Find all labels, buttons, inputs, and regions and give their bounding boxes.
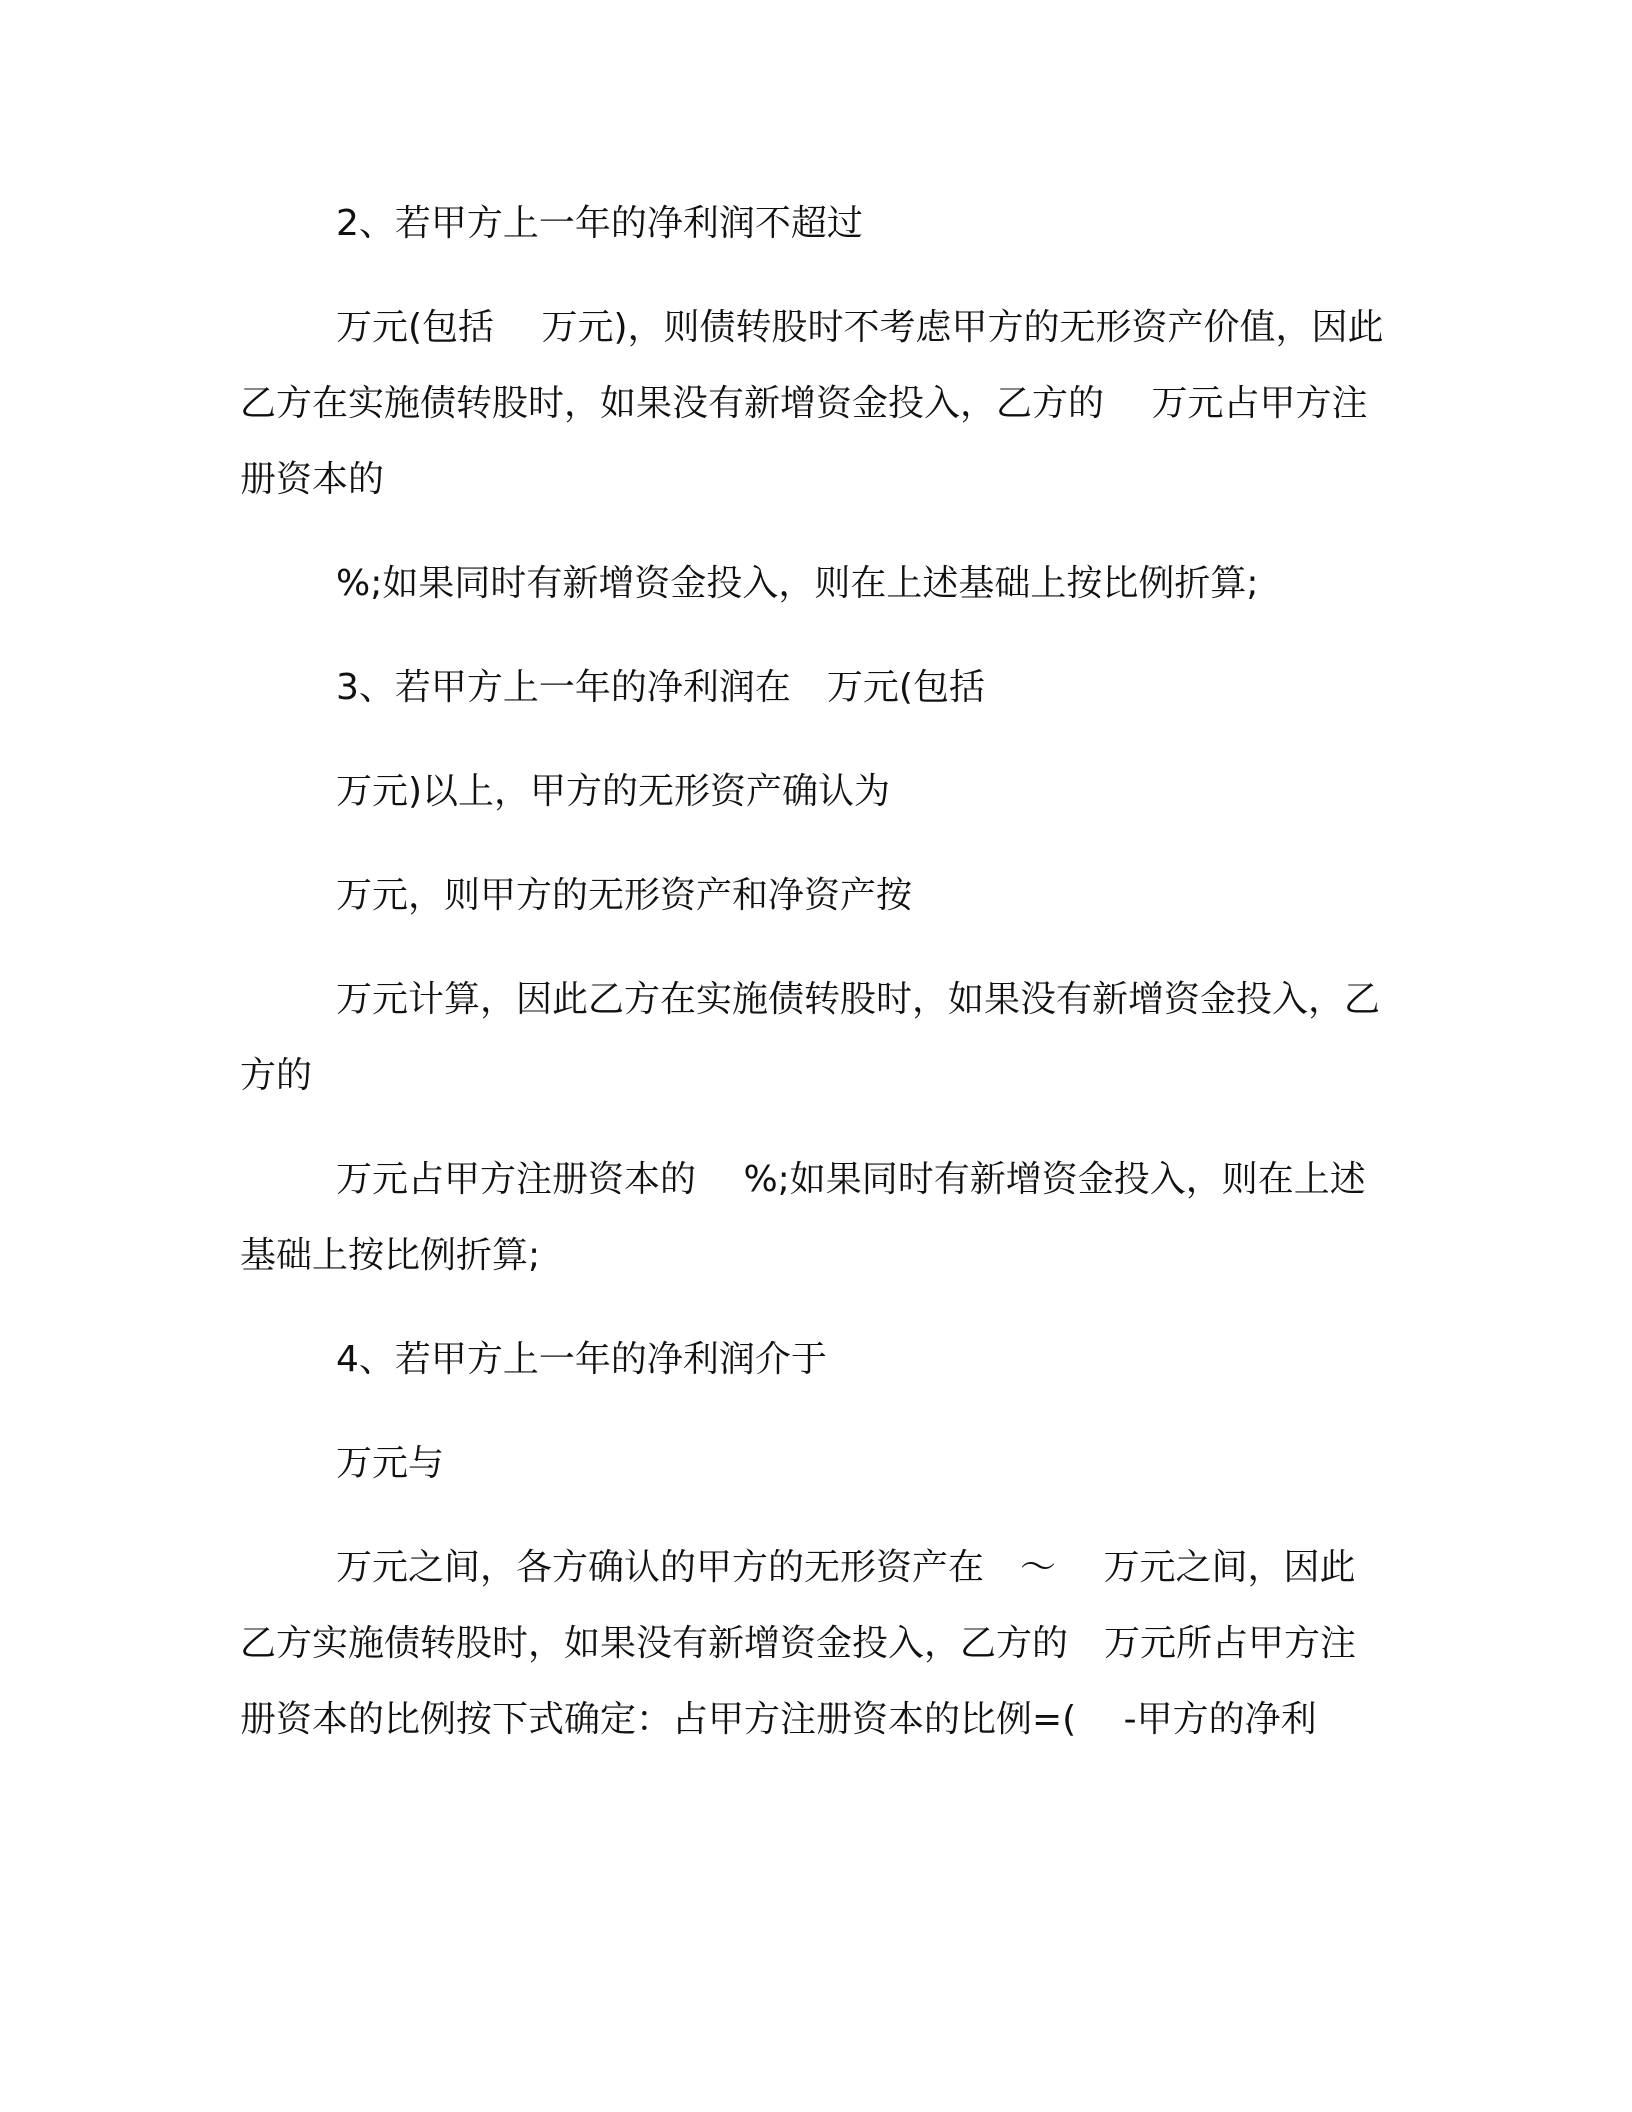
paragraph-clause-4-body: 万元之间，各方确认的甲方的无形资产在 ～ 万元之间，因此乙方实施债转股时，如果没有新增资金投入，乙方的 万元所占甲方注册资本的比例按下式确定：占甲方注册资本的比例=( -甲方的净利 bbox=[240, 1547, 1357, 1740]
paragraph-clause-2-heading: 2、若甲方上一年的净利润不超过 bbox=[336, 203, 863, 244]
paragraph-clause-2-body: 万元(包括 万元)，则债转股时不考虑甲方的无形资产价值，因此乙方在实施债转股时，如果没有新增资金投入，乙方的 万元占甲方注册资本的 bbox=[240, 307, 1384, 500]
paragraph-clause-3-intangible: 万元)以上，甲方的无形资产确认为 bbox=[336, 771, 891, 812]
paragraph-clause-4-range-start: 万元与 bbox=[336, 1443, 445, 1484]
paragraph-clause-2-percent: %;如果同时有新增资金投入，则在上述基础上按比例折算; bbox=[336, 563, 1259, 604]
paragraph-clause-3-heading: 3、若甲方上一年的净利润在 万元(包括 bbox=[336, 667, 985, 708]
paragraph-clause-4-heading: 4、若甲方上一年的净利润介于 bbox=[336, 1339, 827, 1380]
paragraph-clause-3-net-assets: 万元，则甲方的无形资产和净资产按 bbox=[336, 875, 913, 916]
paragraph-clause-3-percent: 万元占甲方注册资本的 %;如果同时有新增资金投入，则在上述基础上按比例折算; bbox=[240, 1159, 1366, 1276]
document-body bbox=[240, 186, 1390, 1758]
paragraph-clause-3-calculation: 万元计算，因此乙方在实施债转股时，如果没有新增资金投入，乙方的 bbox=[240, 979, 1381, 1096]
